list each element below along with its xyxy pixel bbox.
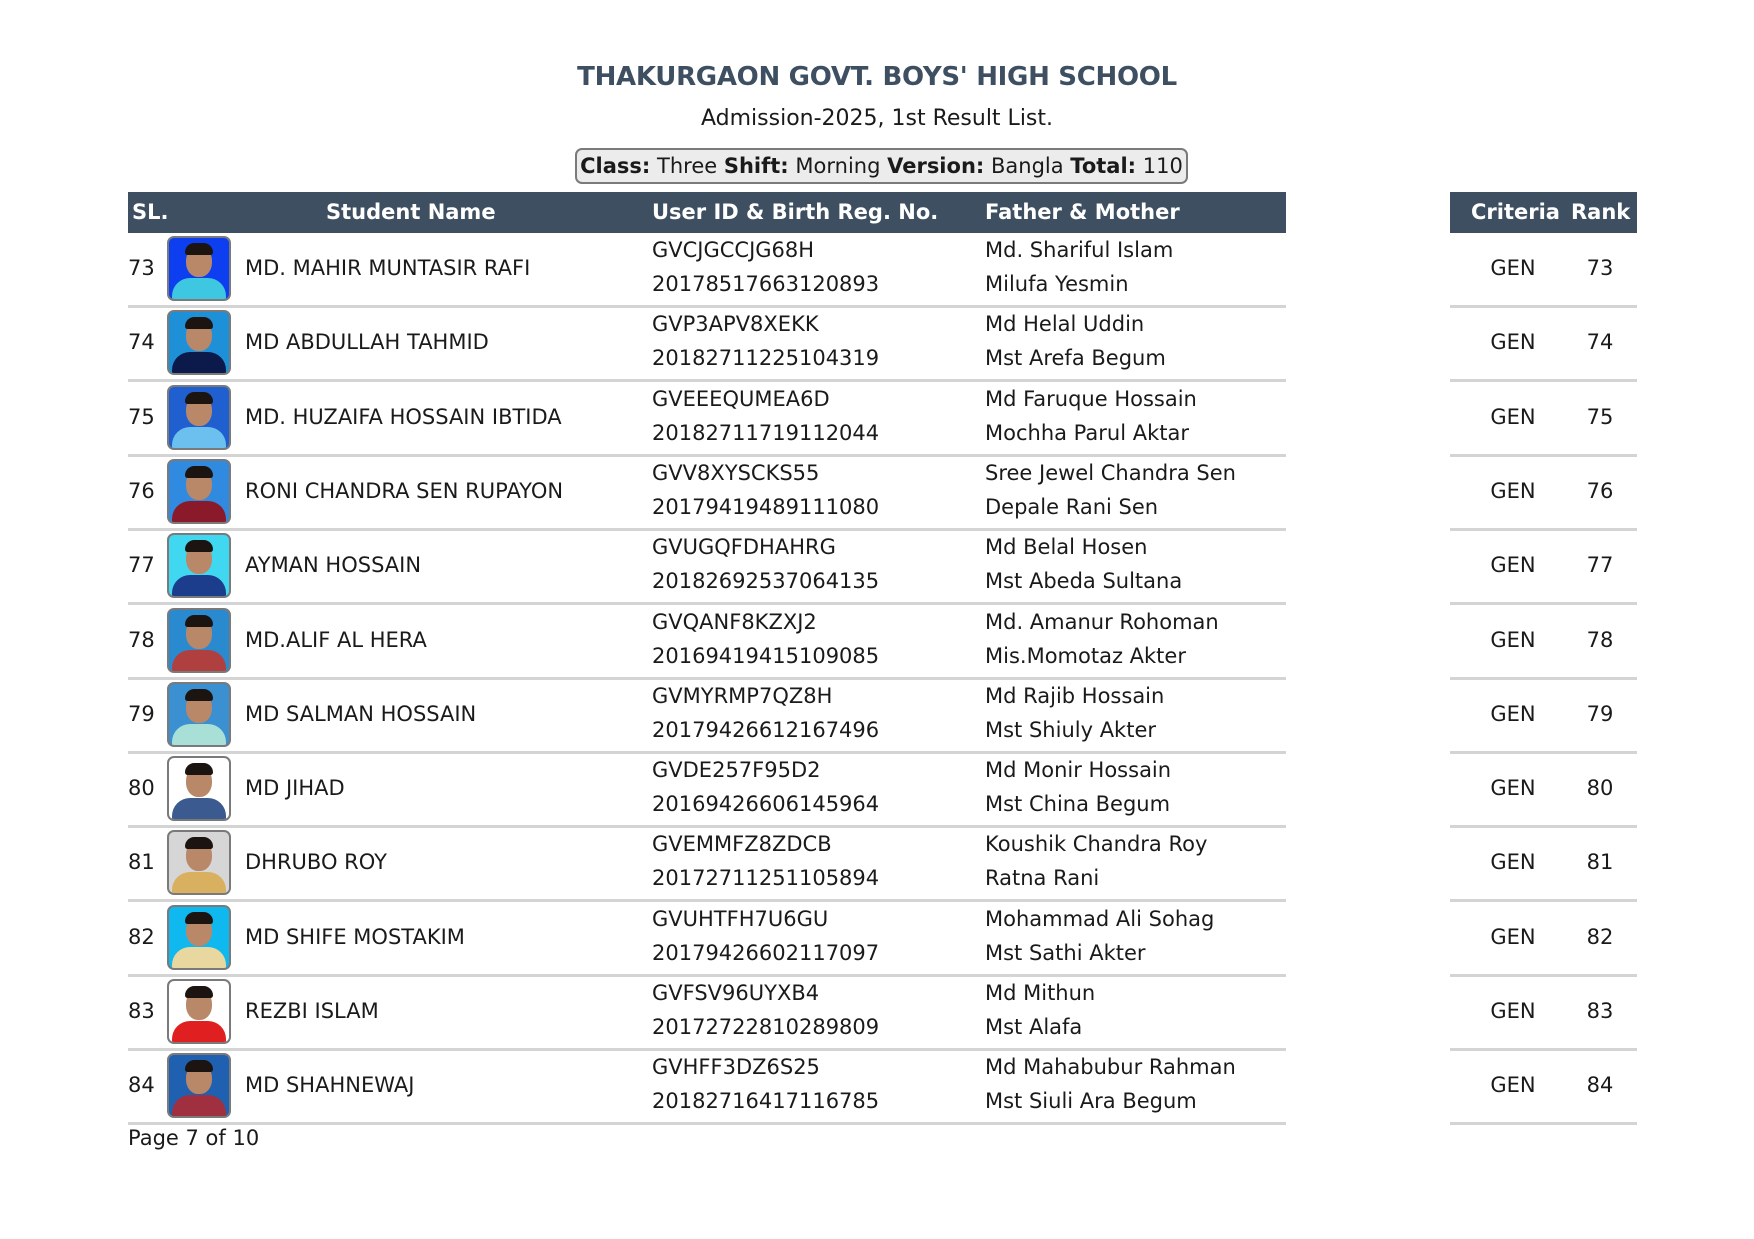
photo-shirt [172,1021,226,1044]
student-photo [167,608,231,673]
student-photo [167,830,231,895]
version-label: Version: [887,154,985,178]
table-row [128,456,1286,531]
rank-value: 80 [1586,776,1614,800]
table-row [128,307,1286,382]
total-value: 110 [1142,154,1183,178]
mother-name: Mst Alafa [985,1015,1083,1039]
birth-reg-number: 20169426606145964 [652,792,880,816]
user-id: GVEMMFZ8ZDCB [652,832,832,856]
shift-label: Shift: [723,154,789,178]
criteria-value: GEN [1490,479,1536,503]
student-photo [167,682,231,747]
criteria-rank-row [1450,456,1637,531]
table-row [128,902,1286,977]
photo-shirt [172,798,226,821]
birth-reg-number: 20182711719112044 [652,421,880,445]
criteria-value: GEN [1490,1073,1536,1097]
user-id: GVP3APV8XEKK [652,312,819,336]
student-photo [167,385,231,450]
photo-hair [185,466,213,478]
photo-shirt [172,427,226,450]
student-name: RONI CHANDRA SEN RUPAYON [245,479,564,503]
photo-hair [185,540,213,552]
father-name: Md. Shariful Islam [985,238,1174,262]
father-name: Md Mahabubur Rahman [985,1055,1236,1079]
criteria-rank-row [1450,753,1637,828]
serial-number: 81 [128,850,155,874]
criteria-value: GEN [1490,553,1536,577]
rank-value: 74 [1586,330,1614,354]
mother-name: Mst Sathi Akter [985,941,1146,965]
photo-hair [185,1060,213,1072]
column-header-user-id: User ID & Birth Reg. No. [652,200,939,224]
student-photo [167,236,231,301]
father-name: Md Monir Hossain [985,758,1172,782]
student-name: MD SALMAN HOSSAIN [245,702,477,726]
photo-shirt [172,575,226,598]
rank-value: 84 [1586,1073,1614,1097]
birth-reg-number: 20182711225104319 [652,346,880,370]
criteria-value: GEN [1490,776,1536,800]
table-row [128,382,1286,457]
photo-hair [185,243,213,255]
student-photo [167,905,231,970]
father-name: Md Helal Uddin [985,312,1145,336]
criteria-rank-row [1450,1050,1637,1125]
student-photo [167,459,231,524]
photo-hair [185,986,213,998]
photo-hair [185,317,213,329]
user-id: GVUGQFDHAHRG [652,535,836,559]
criteria-rank-row [1450,605,1637,680]
side-table-header [1450,192,1637,233]
student-name: REZBI ISLAM [245,999,379,1023]
shift-value: Morning [795,154,881,178]
mother-name: Ratna Rani [985,866,1100,890]
serial-number: 77 [128,553,155,577]
father-name: Mohammad Ali Sohag [985,907,1215,931]
table-row [128,605,1286,680]
serial-number: 76 [128,479,155,503]
criteria-value: GEN [1490,628,1536,652]
main-table-header [128,192,1286,233]
criteria-rank-row [1450,976,1637,1051]
photo-shirt [172,352,226,375]
student-name: MD JIHAD [245,776,345,800]
serial-number: 78 [128,628,155,652]
criteria-rank-row [1450,530,1637,605]
photo-shirt [172,947,226,970]
class-value: Three [657,154,718,178]
table-row [128,530,1286,605]
table-row [128,679,1286,754]
table-row [128,827,1286,902]
photo-shirt [172,1095,226,1118]
criteria-value: GEN [1490,256,1536,280]
student-name: MD.ALIF AL HERA [245,628,427,652]
student-name: MD SHAHNEWAJ [245,1073,415,1097]
photo-shirt [172,501,226,524]
rank-value: 77 [1586,553,1614,577]
birth-reg-number: 20179426612167496 [652,718,880,742]
user-id: GVMYRMP7QZ8H [652,684,833,708]
criteria-rank-row [1450,307,1637,382]
photo-hair [185,392,213,404]
class-label: Class: [580,154,651,178]
student-photo [167,310,231,375]
criteria-rank-row [1450,902,1637,977]
birth-reg-number: 20179419489111080 [652,495,880,519]
student-name: MD. HUZAIFA HOSSAIN IBTIDA [245,405,562,429]
rank-value: 75 [1586,405,1614,429]
mother-name: Mis.Momotaz Akter [985,644,1186,668]
father-name: Koushik Chandra Roy [985,832,1208,856]
photo-hair [185,837,213,849]
table-row [128,233,1286,308]
criteria-rank-row [1450,233,1637,308]
criteria-rank-row [1450,679,1637,754]
serial-number: 73 [128,256,155,280]
birth-reg-number: 20172711251105894 [652,866,880,890]
birth-reg-number: 20172722810289809 [652,1015,880,1039]
table-row [128,753,1286,828]
mother-name: Mst Siuli Ara Begum [985,1089,1197,1113]
mother-name: Mst Shiuly Akter [985,718,1157,742]
mother-name: Milufa Yesmin [985,272,1129,296]
serial-number: 83 [128,999,155,1023]
mother-name: Depale Rani Sen [985,495,1159,519]
column-header-parents: Father & Mother [985,200,1180,224]
photo-shirt [172,872,226,895]
birth-reg-number: 20182716417116785 [652,1089,880,1113]
rank-value: 81 [1586,850,1614,874]
serial-number: 84 [128,1073,155,1097]
mother-name: Mst China Begum [985,792,1171,816]
student-name: MD ABDULLAH TAHMID [245,330,489,354]
mother-name: Mochha Parul Aktar [985,421,1189,445]
rank-value: 79 [1586,702,1614,726]
birth-reg-number: 20179426602117097 [652,941,880,965]
criteria-rank-row [1450,827,1637,902]
table-row [128,1050,1286,1125]
student-name: MD. MAHIR MUNTASIR RAFI [245,256,531,280]
rank-value: 73 [1586,256,1614,280]
page-indicator: Page 7 of 10 [128,1126,260,1150]
user-id: GVFSV96UYXB4 [652,981,820,1005]
birth-reg-number: 20182692537064135 [652,569,880,593]
student-name: AYMAN HOSSAIN [245,553,422,577]
user-id: GVV8XYSCKS55 [652,461,820,485]
serial-number: 74 [128,330,155,354]
user-id: GVHFF3DZ6S25 [652,1055,820,1079]
father-name: Md Mithun [985,981,1096,1005]
father-name: Md Belal Hosen [985,535,1148,559]
class-info-box [575,148,1188,184]
serial-number: 80 [128,776,155,800]
rank-value: 78 [1586,628,1614,652]
father-name: Sree Jewel Chandra Sen [985,461,1236,485]
photo-shirt [172,650,226,673]
photo-hair [185,615,213,627]
user-id: GVQANF8KZXJ2 [652,610,817,634]
father-name: Md Rajib Hossain [985,684,1165,708]
student-photo [167,979,231,1044]
mother-name: Mst Arefa Begum [985,346,1166,370]
photo-shirt [172,278,226,301]
rank-value: 82 [1586,925,1614,949]
student-name: MD SHIFE MOSTAKIM [245,925,465,949]
criteria-rank-row [1450,382,1637,457]
criteria-value: GEN [1490,405,1536,429]
criteria-value: GEN [1490,925,1536,949]
student-photo [167,1053,231,1118]
student-photo [167,756,231,821]
photo-shirt [172,724,226,747]
student-name: DHRUBO ROY [245,850,387,874]
version-value: Bangla [990,154,1064,178]
criteria-value: GEN [1490,702,1536,726]
user-id: GVDE257F95D2 [652,758,821,782]
column-header-criteria: Criteria [1471,200,1560,224]
column-header-sl: SL. [132,200,169,224]
user-id: GVCJGCCJG68H [652,238,815,262]
photo-hair [185,689,213,701]
father-name: Md. Amanur Rohoman [985,610,1219,634]
photo-hair [185,763,213,775]
school-title: THAKURGAON GOVT. BOYS' HIGH SCHOOL [577,62,1177,92]
birth-reg-number: 20169419415109085 [652,644,880,668]
birth-reg-number: 20178517663120893 [652,272,880,296]
rank-value: 83 [1586,999,1614,1023]
father-name: Md Faruque Hossain [985,387,1197,411]
total-label: Total: [1070,154,1137,178]
criteria-value: GEN [1490,330,1536,354]
column-header-student-name: Student Name [326,200,496,224]
mother-name: Mst Abeda Sultana [985,569,1183,593]
criteria-value: GEN [1490,999,1536,1023]
table-row [128,976,1286,1051]
rank-value: 76 [1586,479,1614,503]
serial-number: 79 [128,702,155,726]
serial-number: 82 [128,925,155,949]
serial-number: 75 [128,405,155,429]
criteria-value: GEN [1490,850,1536,874]
student-photo [167,533,231,598]
column-header-rank: Rank [1571,200,1631,224]
photo-hair [185,912,213,924]
user-id: GVEEEQUMEA6D [652,387,830,411]
user-id: GVUHTFH7U6GU [652,907,829,931]
result-list-subtitle: Admission-2025, 1st Result List. [700,106,1054,131]
